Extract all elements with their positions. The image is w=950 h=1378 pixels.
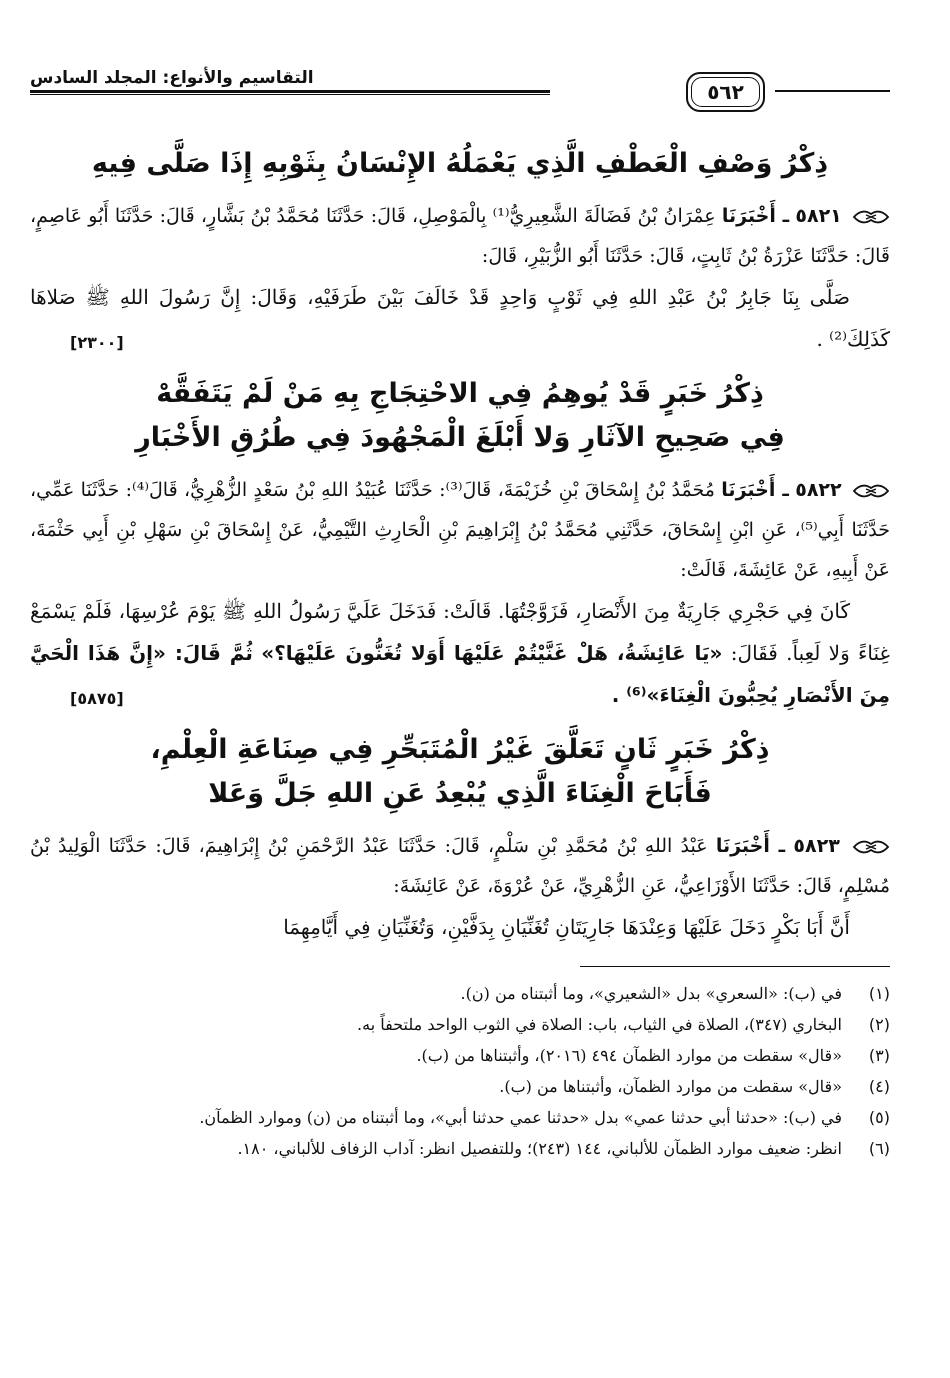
hadith-isnad: ٥٨٢٢ ـ أَخْبَرَنَا مُحَمَّدُ بْنُ إِسْحَاقَ بْنِ خُزَيْمَةَ، قَالَ⁽³⁾: حَدَّثَنَا عُبَيْدُ اللهِ بْنُ سَعْدٍ الزُّهْرِيُّ، قَالَ⁽⁴⁾: حَدَّثَنَا عَمِّي، حَدَّثَنَا أَبِي⁽⁵⁾، عَنِ ابْنِ إِسْحَاقَ، حَدَّثَنِي مُحَمَّدُ بْنُ إِبْرَاهِيمَ بْنِ الْحَارِثِ التَّيْمِيُّ، عَنْ إِسْحَاقَ بْنِ سَهْلِ بْنِ أَبِي حَثْمَةَ، عَنْ أَبِيهِ، عَنْ عَائِشَةَ، قَالَتْ: bbox=[30, 479, 891, 581]
hadith-section-3 bbox=[30, 728, 890, 948]
chapter-heading-line: ذِكْرُ خَبَرٍ قَدْ يُوهِمُ فِي الاحْتِجَاجِ بِهِ مَنْ لَمْ يَتَفَقَّهْ bbox=[156, 378, 764, 409]
chapter-heading bbox=[30, 728, 890, 816]
hadith-number: ٥٨٢٢ bbox=[795, 479, 842, 501]
footnote bbox=[30, 1071, 890, 1102]
chapter-heading-line: فَأَبَاحَ الْغِنَاءَ الَّذِي يُبْعِدُ عَنِ اللهِ جَلَّ وَعَلا bbox=[208, 778, 712, 809]
matn-text: كَانَ فِي حَجْرِي جَارِيَةٌ مِنَ الأَنْصَارِ، فَزَوَّجْتُهَا. قَالَتْ: فَدَخَلَ عَلَيَّ رَسُولُ اللهِ ﷺ يَوْمَ عُرْسِهَا، فَلَمْ يَسْمَعْ غِنَاءً وَلا لَعِباً. فَقَالَ: bbox=[30, 599, 891, 665]
footnote-text: في (ب): «حدثنا أبي حدثنا عمي» بدل «حدثنا عمي حدثنا أبي»، وما أثبتناه من (ن) وموارد الظمآن. bbox=[199, 1108, 842, 1127]
footnote-number: (٦) bbox=[868, 1139, 890, 1158]
footnote-number: (٤) bbox=[868, 1077, 890, 1096]
cross-reference: [٢٣٠٠] bbox=[70, 333, 124, 352]
footnote-number: (١) bbox=[868, 984, 890, 1003]
isnad-text: مُحَمَّدُ بْنُ إِسْحَاقَ بْنِ خُزَيْمَةَ، قَالَ⁽³⁾: حَدَّثَنَا عُبَيْدُ اللهِ بْنُ سَعْدٍ الزُّهْرِيُّ، قَالَ⁽⁴⁾: حَدَّثَنَا عَمِّي، حَدَّثَنَا أَبِي⁽⁵⁾، عَنِ ابْنِ إِسْحَاقَ، حَدَّثَنِي مُحَمَّدُ بْنُ إِبْرَاهِيمَ بْنِ الْحَارِثِ التَّيْمِيُّ، عَنْ إِسْحَاقَ بْنِ سَهْلِ بْنِ أَبِي حَثْمَةَ، عَنْ أَبِيهِ، عَنْ عَائِشَةَ، قَالَتْ: bbox=[30, 479, 891, 581]
chapter-heading bbox=[30, 142, 890, 186]
page-number: ٥٦٢ bbox=[686, 72, 765, 112]
chapter-heading bbox=[30, 372, 890, 460]
hadith-ornament-icon bbox=[852, 836, 890, 858]
isnad-text: عَبْدُ اللهِ بْنُ مُحَمَّدِ بْنِ سَلْمٍ، قَالَ: حَدَّثَنَا عَبْدُ الرَّحْمَنِ بْنُ إِبْرَاهِيمَ، قَالَ: حَدَّثَنَا الْوَلِيدُ بْنُ مُسْلِمٍ، قَالَ: حَدَّثَنَا الأَوْزَاعِيُّ، عَنِ الزُّهْرِيِّ، عَنْ عُرْوَةَ، عَنْ عَائِشَةَ: bbox=[30, 835, 890, 897]
footnote-number: (٥) bbox=[868, 1108, 890, 1127]
footnote-text: انظر: ضعيف موارد الظمآن للألباني، ١٤٤ (٢٤٣)؛ وللتفصيل انظر: آداب الزفاف للألباني، ١٨٠. bbox=[237, 1139, 842, 1158]
chapter-heading-line: ذِكْرُ خَبَرٍ ثَانٍ تَعَلَّقَ غَيْرُ الْمُتَبَحِّرِ فِي صِنَاعَةِ الْعِلْمِ، bbox=[150, 734, 770, 765]
hadith-isnad: ٥٨٢١ ـ أَخْبَرَنَا عِمْرَانُ بْنُ فَضَالَةَ الشَّعِيرِيُّ⁽¹⁾ بِالْمَوْصِلِ، قَالَ: حَدَّثَنَا مُحَمَّدُ بْنُ بَشَّارٍ، قَالَ: حَدَّثَنَا أَبُو عَاصِمٍ، قَالَ: حَدَّثَنَا عَزْرَةُ بْنُ ثَابِتٍ، قَالَ: حَدَّثَنَا أَبُو الزُّبَيْرِ، قَالَ: bbox=[30, 205, 890, 267]
footnote-number: (٢) bbox=[868, 1015, 890, 1034]
footnote-text: البخاري (٣٤٧)، الصلاة في الثياب، باب: الصلاة في الثوب الواحد ملتحفاً به. bbox=[357, 1015, 842, 1034]
akhbarana-label: أَخْبَرَنَا bbox=[721, 479, 776, 501]
footnote bbox=[30, 1133, 890, 1164]
hadith-ornament-icon bbox=[852, 206, 890, 228]
matn-prophetic-speech: «يَا عَائِشَةُ، هَلْ غَنَّيْتُمْ عَلَيْهَا أَوَلا تُغَنُّونَ عَلَيْهَا؟» bbox=[261, 641, 723, 665]
running-title: التقاسيم والأنواع: المجلد السادس bbox=[30, 68, 314, 88]
footnote-separator bbox=[30, 948, 890, 978]
akhbarana-label: أَخْبَرَنَا bbox=[721, 205, 776, 227]
footnote bbox=[30, 1040, 890, 1071]
hadith-ornament-icon bbox=[852, 480, 890, 502]
footnote bbox=[30, 1102, 890, 1133]
hadith-matn bbox=[30, 906, 890, 948]
footnotes bbox=[30, 978, 890, 1164]
footnote-text: في (ب): «السعري» بدل «الشعيري»، وما أثبتناه من (ن). bbox=[460, 984, 842, 1003]
matn-tail: ثُمَّ قَالَ: «إِنَّ هَذَا الْحَيَّ مِنَ الأَنْصَارِ يُحِبُّونَ الْغِنَاءَ»⁽⁶⁾ . bbox=[30, 641, 890, 707]
hadith-matn bbox=[30, 276, 890, 360]
header-rule-left bbox=[30, 90, 550, 93]
cross-reference: [٥٨٧٥] bbox=[70, 689, 124, 708]
hadith-matn bbox=[30, 590, 890, 716]
chapter-heading-line: ذِكْرُ وَصْفِ الْعَطْفِ الَّذِي يَعْمَلُهُ الإِنْسَانُ بِثَوْبِهِ إِذَا صَلَّى فِيهِ bbox=[91, 148, 829, 179]
footnote-text: «قال» سقطت من موارد الظمآن ٤٩٤ (٢٠١٦)، وأثبتناها من (ب). bbox=[416, 1046, 842, 1065]
page bbox=[30, 60, 890, 1360]
hadith-number: ٥٨٢٣ bbox=[793, 835, 840, 857]
header-rule-left-thin bbox=[30, 94, 550, 95]
hadith-section-2 bbox=[30, 372, 890, 716]
matn-text: أَنَّ أَبَا بَكْرٍ دَخَلَ عَلَيْهَا وَعِنْدَهَا جَارِيَتَانِ تُغَنِّيَانِ بِدَفَّيْنِ، وَتُغَنِّيَانِ فِي أَيَّامِهِمَا bbox=[283, 915, 850, 939]
hadith-number: ٥٨٢١ bbox=[795, 205, 842, 227]
matn-text: صَلَّى بِنَا جَابِرُ بْنُ عَبْدِ اللهِ فِي ثَوْبٍ وَاحِدٍ قَدْ خَالَفَ بَيْنَ طَرَفَيْهِ، وَقَالَ: إِنَّ رَسُولَ اللهِ ﷺ صَلاهَا كَذَلِكَ⁽²⁾ . bbox=[30, 285, 890, 351]
footnote bbox=[30, 1009, 890, 1040]
chapter-heading-line: فِي صَحِيحِ الآثَارِ وَلا أَبْلَغَ الْمَجْهُودَ فِي طُرُقِ الأَخْبَارِ bbox=[135, 422, 785, 453]
footnote-rule bbox=[580, 966, 890, 967]
footnote-number: (٣) bbox=[868, 1046, 890, 1065]
hadith-isnad: ٥٨٢٣ ـ أَخْبَرَنَا عَبْدُ اللهِ بْنُ مُحَمَّدِ بْنِ سَلْمٍ، قَالَ: حَدَّثَنَا عَبْدُ الرَّحْمَنِ بْنُ إِبْرَاهِيمَ، قَالَ: حَدَّثَنَا الْوَلِيدُ بْنُ مُسْلِمٍ، قَالَ: حَدَّثَنَا الأَوْزَاعِيُّ، عَنِ الزُّهْرِيِّ، عَنْ عُرْوَةَ، عَنْ عَائِشَةَ: bbox=[30, 835, 890, 897]
page-header bbox=[30, 60, 890, 130]
header-rule-right bbox=[775, 90, 890, 92]
footnote-text: «قال» سقطت من موارد الظمآن، وأثبتناها من (ب). bbox=[499, 1077, 842, 1096]
footnote bbox=[30, 978, 890, 1009]
akhbarana-label: أَخْبَرَنَا bbox=[715, 835, 770, 857]
isnad-text: عِمْرَانُ بْنُ فَضَالَةَ الشَّعِيرِيُّ⁽¹⁾ بِالْمَوْصِلِ، قَالَ: حَدَّثَنَا مُحَمَّدُ بْنُ بَشَّارٍ، قَالَ: حَدَّثَنَا أَبُو عَاصِمٍ، قَالَ: حَدَّثَنَا عَزْرَةُ بْنُ ثَابِتٍ، قَالَ: حَدَّثَنَا أَبُو الزُّبَيْرِ، قَالَ: bbox=[30, 205, 890, 267]
hadith-section-1 bbox=[30, 142, 890, 360]
